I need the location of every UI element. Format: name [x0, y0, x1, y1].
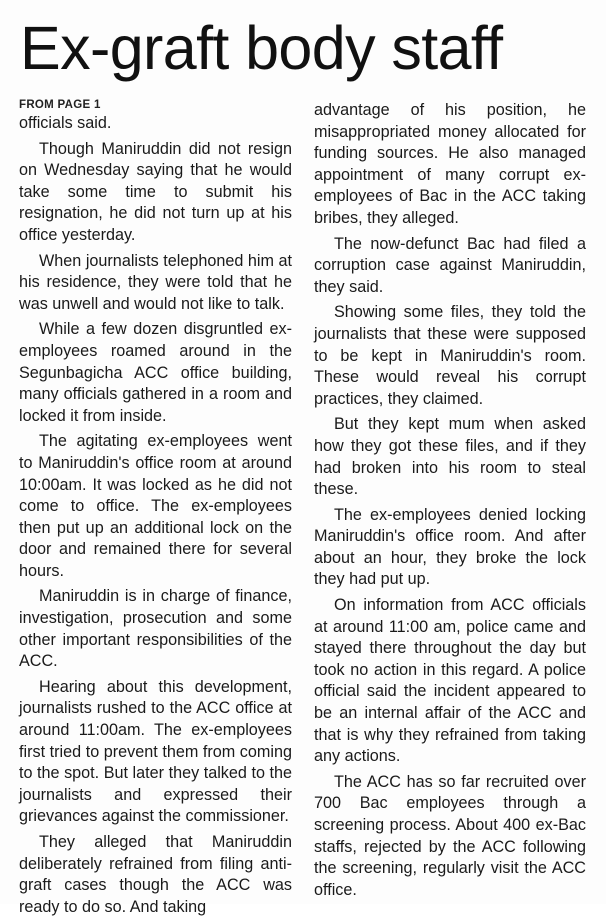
left-column	[19, 98, 292, 922]
paragraph: They alleged that Maniruddin deliberately refrained from filing anti-graft cases though the ACC was ready to do so. And taking	[19, 833, 292, 916]
paragraph: officials said.	[19, 114, 112, 132]
paragraph: While a few dozen disgruntled ex-employees roamed around in the Segunbagicha ACC office building, many officials gathered in a room and locked it from inside.	[19, 320, 292, 425]
right-column	[314, 100, 586, 905]
paragraph: Hearing about this development, journalists rushed to the ACC office at around 11:00am. The ex-employees first tried to prevent them from coming to the spot. But later they talked to the journalists and expressed their grievances against the commissioner.	[19, 677, 292, 826]
continuation-kicker: FROM PAGE 1	[19, 99, 101, 111]
paragraph: advantage of his position, he misappropriated money allocated for funding sources. He also managed appointment of many corrupt ex-employees of Bac in the ACC taking bribes, they alleged.	[314, 101, 586, 227]
paragraph: When journalists telephoned him at his residence, they were told that he was unwell and would not like to talk.	[19, 251, 292, 313]
paragraph: The now-defunct Bac had filed a corruption case against Maniruddin, they said.	[314, 234, 586, 296]
paragraph: On information from ACC officials at around 11:00 am, police came and stayed there throughout the day but took no action in this regard. A police official said the incident appeared to be an internal affair of the ACC and that is why they refrained from taking any actions.	[314, 596, 586, 766]
headline: Ex-graft body staff	[20, 14, 503, 82]
paragraph: The agitating ex-employees went to Maniruddin's office room at around 10:00am. It was locked as he did not come to office. The ex-employees then put up an additional lock on the door and remained there for several hours.	[19, 432, 292, 580]
paragraph: The ex-employees denied locking Maniruddin's office room. And after about an hour, they broke the lock they had put up.	[314, 505, 586, 589]
paragraph: Showing some files, they told the journalists that these were supposed to be kept in Maniruddin's room. These would reveal his corrupt practices, they claimed.	[314, 303, 586, 408]
paragraph: Though Maniruddin did not resign on Wednesday saying that he would take some time to submit his resignation, he did not turn up at his office yesterday.	[19, 139, 292, 244]
paragraph: The ACC has so far recruited over 700 Bac employees through a screening process. About 400 ex-Bac staffs, rejected by the ACC following the screening, regularly visit the ACC office.	[314, 772, 586, 899]
paragraph: But they kept mum when asked how they got these files, and if they had broken into his room to steal these.	[314, 415, 586, 499]
paragraph: Maniruddin is in charge of finance, investigation, prosecution and some other important responsibilities of the ACC.	[19, 587, 292, 671]
